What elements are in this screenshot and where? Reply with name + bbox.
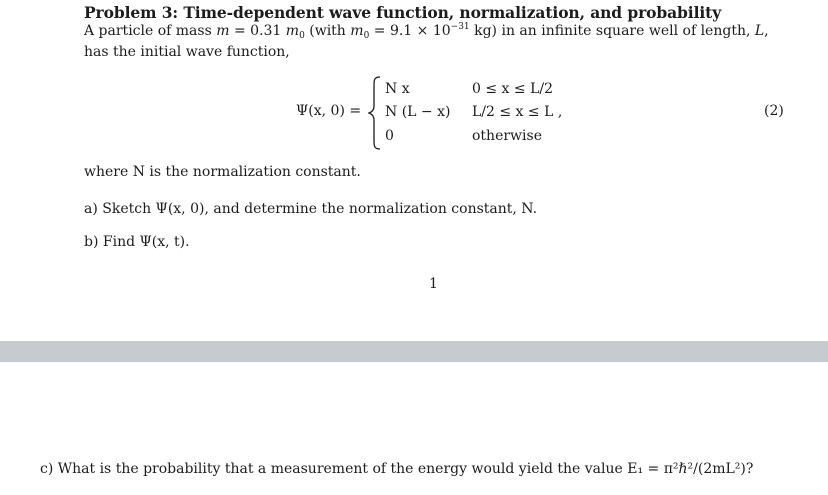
intro-line-2: has the initial wave function, [84,44,290,60]
intro-line-1: A particle of mass m = 0.31 $m_0$ (with $m_0 = 9.1 \times 10^{-31}$ kg) in an infinite square well of length, L, [84,22,769,41]
question-c-text: c) What is the probability that a measurement of the energy would yield the value [40,461,623,477]
mass-value: 0.31 [250,23,282,39]
electron-mass-exponent: −31 [450,22,470,32]
equation-lhs: Ψ(x, 0) = [296,103,362,119]
case-2-expression: N (L − x) [385,104,451,120]
left-brace [368,76,382,150]
question-b: b) Find Ψ(x, t). [84,234,190,250]
page-number: 1 [429,276,438,292]
question-a: a) Sketch Ψ(x, 0), and determine the normalization constant, N. [84,201,538,217]
problem-title: Problem 3: Time-dependent wave function, normalization, and probability [84,3,722,22]
where-text: where N is the normalization constant. [84,164,361,180]
electron-mass: 9.1 × 10 [389,23,451,39]
question-c [40,461,753,477]
with-text: (with [309,23,346,39]
page-divider [0,341,828,362]
case-1-expression: N x [385,81,410,97]
case-1-condition: 0 ≤ x ≤ L/2 [472,81,553,97]
equation-number: (2) [764,103,784,119]
intro-prefix: A particle of mass [84,23,212,39]
case-2-condition: L/2 ≤ x ≤ L , [472,104,563,120]
question-c-energy: E₁ = π²ℏ²/(2mL²)? [627,461,754,477]
case-3-expression: 0 [385,128,394,144]
mass-symbol: m [216,23,230,39]
kg-text: kg) in an infinite square well of length, [474,23,751,39]
case-3-condition: otherwise [472,128,542,144]
